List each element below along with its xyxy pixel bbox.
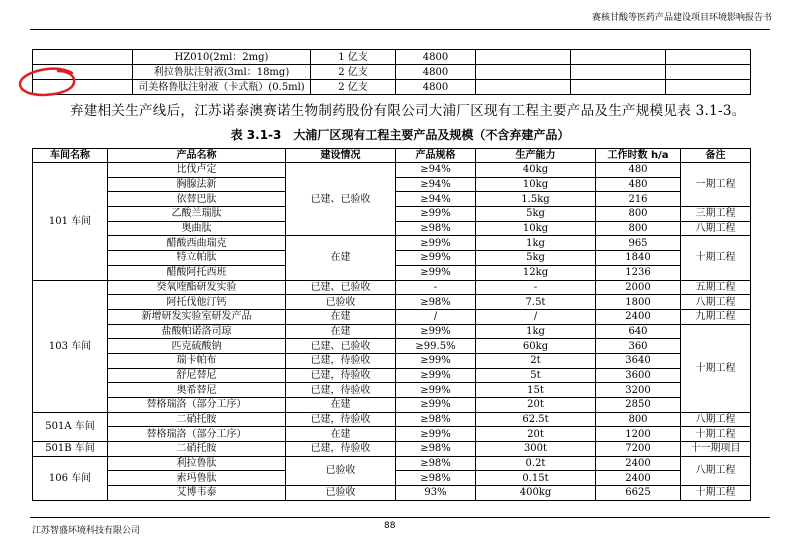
table-cell: 已验收: [286, 486, 396, 501]
table-row: [33, 236, 751, 251]
table-cell: 1840: [596, 251, 681, 266]
table-cell: 101 车间: [33, 163, 108, 281]
table-cell: 800: [596, 207, 681, 222]
table-cell: /: [396, 309, 476, 324]
footer-rule: [30, 517, 770, 518]
table-cell: 1 亿支: [311, 50, 396, 65]
table-cell: 已建，待验收: [286, 353, 396, 368]
table-cell: 4800: [396, 80, 476, 95]
footer-company: 江苏智盛环境科技有限公司: [32, 526, 141, 536]
table-cell: 十期工程: [681, 427, 751, 442]
column-header: 建设情况: [286, 149, 396, 163]
table-cell: 舒尼替尼: [108, 368, 286, 383]
table-cell: ≥99%: [396, 265, 476, 280]
table-cell: 10kg: [476, 221, 596, 236]
table-cell: 五期工程: [681, 280, 751, 295]
table-cell: 八期工程: [681, 295, 751, 310]
table-cell: 索玛鲁肽: [108, 471, 286, 486]
table-cell: 匹克硫酸钠: [108, 339, 286, 354]
table-row: [33, 456, 751, 471]
table-cell: 十一期项目: [681, 442, 751, 457]
table-row: [33, 295, 751, 310]
table-cell: 1.5kg: [476, 192, 596, 207]
table-cell: 20t: [476, 398, 596, 413]
table-cell: ≥99%: [396, 368, 476, 383]
table-cell: ≥99%: [396, 398, 476, 413]
table-row: [33, 383, 751, 398]
table-cell: 216: [596, 192, 681, 207]
table-cell: 800: [596, 412, 681, 427]
table-cell: 501A 车间: [33, 412, 108, 441]
table-cell: 15t: [476, 383, 596, 398]
table-cell: 八期工程: [681, 456, 751, 485]
table-row: [33, 339, 751, 354]
table-cell: 5kg: [476, 207, 596, 222]
table-cell: 醋酸西曲瑞克: [108, 236, 286, 251]
table-cell: 在建: [286, 427, 396, 442]
table-cell: ≥99%: [396, 353, 476, 368]
table-cell: 1236: [596, 265, 681, 280]
table-cell: 阿托伐他汀钙: [108, 295, 286, 310]
table-cell: 1200: [596, 427, 681, 442]
table-cell: 300t: [476, 442, 596, 457]
table-cell: [571, 50, 666, 65]
table-cell: 2 亿支: [311, 65, 396, 80]
table-cell: 2850: [596, 398, 681, 413]
table-cell: [476, 65, 571, 80]
table-cell: ≥99%: [396, 236, 476, 251]
table-cell: 十期工程: [681, 486, 751, 501]
table-cell: 奥曲肽: [108, 221, 286, 236]
table-cell: -: [396, 280, 476, 295]
table-cell: 12kg: [476, 265, 596, 280]
table-cell: ≥99%: [396, 324, 476, 339]
table-cell: 新增研发实验室研发产品: [108, 309, 286, 324]
table-cell: 胸腺法新: [108, 177, 286, 192]
page-number: 88: [384, 521, 396, 531]
table-cell: 已建，待验收: [286, 383, 396, 398]
table-cell: ≥98%: [396, 471, 476, 486]
table-cell: 三期工程: [681, 207, 751, 222]
table-cell: [666, 80, 751, 95]
table-row: [33, 368, 751, 383]
table-cell: 1kg: [476, 236, 596, 251]
column-header: 产品名称: [108, 149, 286, 163]
column-header: 产品规格: [396, 149, 476, 163]
table-cell: 106 车间: [33, 456, 108, 500]
table-cell: 800: [596, 221, 681, 236]
table-cell: [666, 50, 751, 65]
table-cell: 艾博韦泰: [108, 486, 286, 501]
table-cell: 5t: [476, 368, 596, 383]
table-cell: 4800: [396, 65, 476, 80]
table-cell: 400kg: [476, 486, 596, 501]
table-cell: 已建、已验收: [286, 339, 396, 354]
table-cell: 十期工程: [681, 236, 751, 280]
table-cell: 360: [596, 339, 681, 354]
table-cell: 5kg: [476, 251, 596, 266]
table-cell: ≥94%: [396, 163, 476, 178]
table-cell: 1kg: [476, 324, 596, 339]
table-cell: ≥99%: [396, 207, 476, 222]
product-table: [32, 148, 751, 501]
table-cell: 十期工程: [681, 324, 751, 412]
table-cell: 20t: [476, 427, 596, 442]
table-cell: ≥98%: [396, 295, 476, 310]
table-cell: 3200: [596, 383, 681, 398]
table-cell: 已验收: [286, 456, 396, 485]
table-cell: 八期工程: [681, 412, 751, 427]
table-row: [33, 309, 751, 324]
table-cell: 替格瑞洛（部分工序）: [108, 398, 286, 413]
table-cell: 3600: [596, 368, 681, 383]
table-cell: 在建: [286, 324, 396, 339]
table-row: [33, 65, 751, 80]
table-cell: 7200: [596, 442, 681, 457]
table-cell: 在建: [286, 398, 396, 413]
table-cell: 0.15t: [476, 471, 596, 486]
table-cell: 利拉鲁肽: [108, 456, 286, 471]
table-cell: 0.2t: [476, 456, 596, 471]
table-cell: 1800: [596, 295, 681, 310]
table-cell: [476, 80, 571, 95]
table-cell: 已建，待验收: [286, 368, 396, 383]
table-row: [33, 427, 751, 442]
table-cell: 醋酸阿托西班: [108, 265, 286, 280]
table-cell: 4800: [396, 50, 476, 65]
table-cell: 40kg: [476, 163, 596, 178]
table-cell: 2400: [596, 309, 681, 324]
table-cell: 2400: [596, 456, 681, 471]
table-cell: 501B 车间: [33, 442, 108, 457]
table-cell: 2400: [596, 471, 681, 486]
table-cell: HZ010(2ml：2mg): [133, 50, 311, 65]
table-cell: 瑞卡帕布: [108, 353, 286, 368]
column-header: 工作时数 h/a: [596, 149, 681, 163]
body-paragraph: 弃建相关生产线后，江苏诺泰澳赛诺生物制药股份有限公司大浦厂区现有工程主要产品及生产规模见表 3.1-3。: [70, 103, 746, 119]
table-cell: 103 车间: [33, 280, 108, 412]
table-cell: 特立帕肽: [108, 251, 286, 266]
table-cell: 480: [596, 163, 681, 178]
table-cell: [571, 80, 666, 95]
continued-table: [32, 49, 751, 95]
column-header: 生产能力: [476, 149, 596, 163]
table-cell: 已建，待验收: [286, 412, 396, 427]
table-cell: 2000: [596, 280, 681, 295]
table-row: [33, 280, 751, 295]
table-cell: 2 亿支: [311, 80, 396, 95]
table-cell: 九期工程: [681, 309, 751, 324]
table-cell: 6625: [596, 486, 681, 501]
column-header: 车间名称: [33, 149, 108, 163]
table-row: [33, 398, 751, 413]
table-cell: ≥98%: [396, 412, 476, 427]
table-cell: 10kg: [476, 177, 596, 192]
table-cell: ≥94%: [396, 177, 476, 192]
table-row: [33, 486, 751, 501]
table-caption: 表 3.1-3 大浦厂区现有工程主要产品及规模（不含弃建产品）: [230, 128, 570, 142]
table-cell: 盐酸帕诺洛司琼: [108, 324, 286, 339]
table-cell: ≥99%: [396, 251, 476, 266]
table-cell: 二硝托胺: [108, 442, 286, 457]
table-cell: 司美格鲁肽注射液（卡式瓶）(0.5ml): [133, 80, 311, 95]
table-cell: 480: [596, 177, 681, 192]
table-cell: 7.5t: [476, 295, 596, 310]
table-cell: ≥98%: [396, 442, 476, 457]
table-cell: 奥希替尼: [108, 383, 286, 398]
table-cell: 已建、已验收: [286, 163, 396, 236]
table-row: [33, 80, 751, 95]
table-cell: 替格瑞洛（部分工序）: [108, 427, 286, 442]
table-cell: 93%: [396, 486, 476, 501]
table-cell: 在建: [286, 236, 396, 280]
table-cell: 965: [596, 236, 681, 251]
table-cell: 已验收: [286, 295, 396, 310]
table-row: [33, 324, 751, 339]
table-row: [33, 50, 751, 65]
table-cell: 八期工程: [681, 221, 751, 236]
table-cell: ≥98%: [396, 456, 476, 471]
table-cell: 癸氧喹酯研发实验: [108, 280, 286, 295]
table-cell: 一期工程: [681, 163, 751, 207]
table-cell: 2t: [476, 353, 596, 368]
table-cell: 比伐卢定: [108, 163, 286, 178]
table-row: [33, 353, 751, 368]
table-cell: 依替巴肽: [108, 192, 286, 207]
table-cell: ≥94%: [396, 192, 476, 207]
table-cell: 60kg: [476, 339, 596, 354]
table-cell: 二硝托胺: [108, 412, 286, 427]
table-cell: ≥99%: [396, 427, 476, 442]
table-cell: [571, 65, 666, 80]
table-cell: [666, 65, 751, 80]
table-cell: 利拉鲁肽注射液(3ml：18mg): [133, 65, 311, 80]
table-cell: ≥99.5%: [396, 339, 476, 354]
table-cell: -: [476, 280, 596, 295]
table-cell: ≥98%: [396, 221, 476, 236]
table-row: [33, 442, 751, 457]
table-cell: /: [476, 309, 596, 324]
red-circle-annotation: [14, 63, 86, 99]
table-cell: 已建，待验收: [286, 442, 396, 457]
running-header: 赛核甘酸等医药产品建设项目环境影响报告书: [591, 13, 772, 23]
table-cell: 已建、已验收: [286, 280, 396, 295]
table-cell: 在建: [286, 309, 396, 324]
table-cell: [476, 50, 571, 65]
header-rule: [30, 29, 770, 30]
table-cell: ≥99%: [396, 383, 476, 398]
table-cell: 640: [596, 324, 681, 339]
table-row: [33, 412, 751, 427]
table-row: [33, 163, 751, 178]
column-header: 备注: [681, 149, 751, 163]
table-cell: 3640: [596, 353, 681, 368]
table-cell: 乙酸兰瑞肽: [108, 207, 286, 222]
table-cell: 62.5t: [476, 412, 596, 427]
